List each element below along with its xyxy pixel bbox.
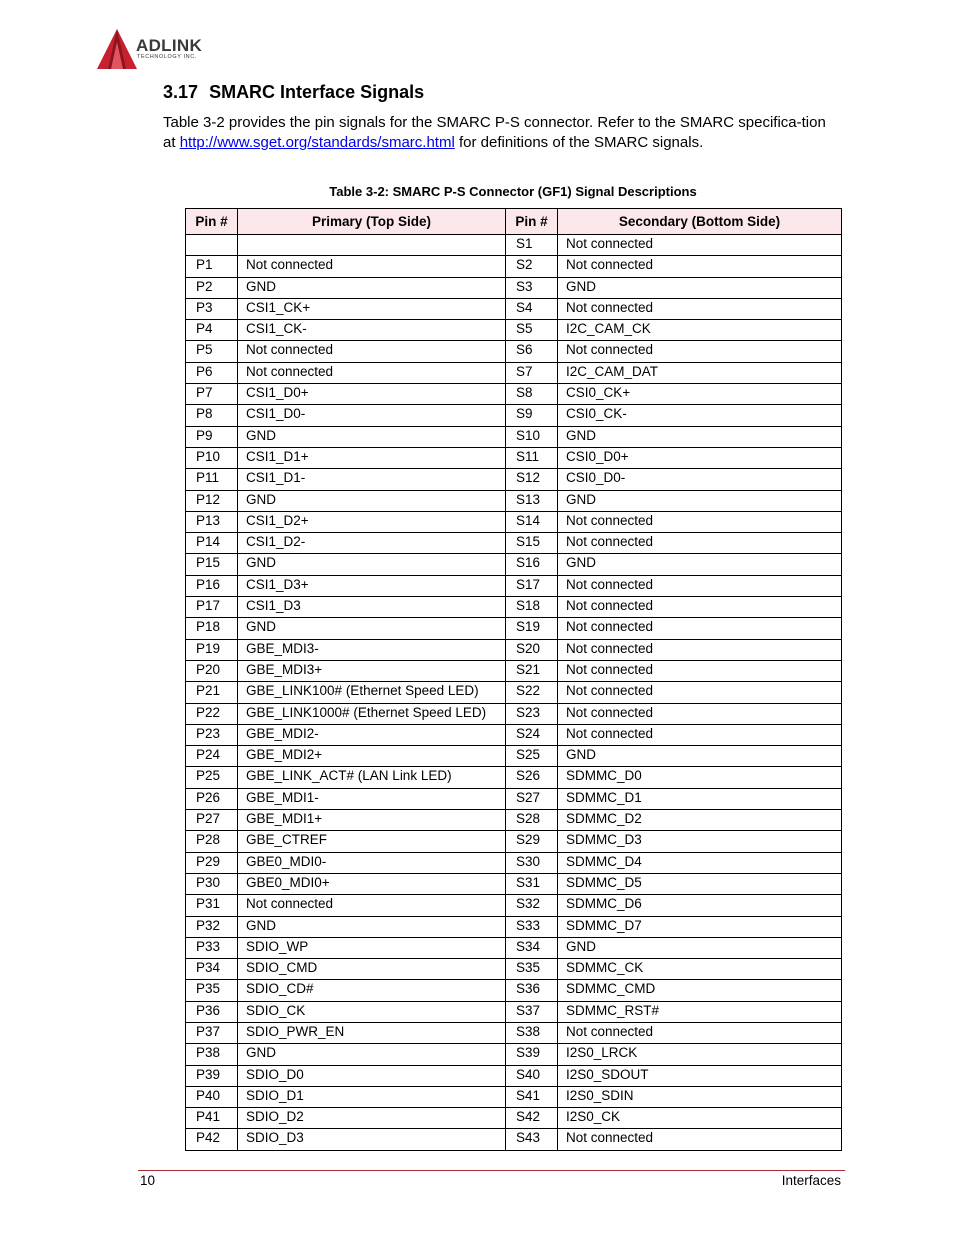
primary-signal-cell: GBE_MDI3-: [238, 639, 506, 660]
primary-signal-cell: CSI1_D3+: [238, 575, 506, 596]
secondary-pin-cell: S18: [506, 597, 558, 618]
secondary-signal-cell: SDMMC_CMD: [558, 980, 842, 1001]
secondary-pin-cell: S7: [506, 362, 558, 383]
secondary-signal-cell: Not connected: [558, 1129, 842, 1150]
primary-pin-cell: P1: [186, 256, 238, 277]
secondary-pin-cell: S30: [506, 852, 558, 873]
table-row: [186, 895, 842, 916]
table-row: [186, 724, 842, 745]
primary-signal-cell: SDIO_CMD: [238, 959, 506, 980]
table-row: [186, 362, 842, 383]
secondary-signal-cell: Not connected: [558, 298, 842, 319]
primary-pin-cell: P4: [186, 320, 238, 341]
primary-pin-cell: P27: [186, 810, 238, 831]
secondary-pin-cell: S17: [506, 575, 558, 596]
secondary-signal-cell: SDMMC_CK: [558, 959, 842, 980]
table-row: [186, 341, 842, 362]
primary-pin-cell: P13: [186, 511, 238, 532]
primary-signal-cell: SDIO_D3: [238, 1129, 506, 1150]
primary-pin-cell: P25: [186, 767, 238, 788]
secondary-pin-cell: S3: [506, 277, 558, 298]
table-row: [186, 447, 842, 468]
primary-signal-cell: GBE_LINK1000# (Ethernet Speed LED): [238, 703, 506, 724]
secondary-signal-cell: Not connected: [558, 511, 842, 532]
logo-name: ADLINK: [136, 36, 203, 55]
secondary-pin-cell: S40: [506, 1065, 558, 1086]
secondary-signal-cell: GND: [558, 746, 842, 767]
secondary-signal-cell: Not connected: [558, 597, 842, 618]
primary-pin-cell: P38: [186, 1044, 238, 1065]
secondary-pin-cell: S13: [506, 490, 558, 511]
adlink-logo: [96, 28, 236, 72]
secondary-signal-cell: SDMMC_D5: [558, 873, 842, 894]
primary-pin-cell: P17: [186, 597, 238, 618]
primary-signal-cell: GND: [238, 277, 506, 298]
primary-signal-cell: GBE_MDI3+: [238, 660, 506, 681]
secondary-signal-cell: Not connected: [558, 1022, 842, 1043]
table-row: [186, 490, 842, 511]
primary-signal-cell: CSI1_D0+: [238, 384, 506, 405]
table-row: [186, 1001, 842, 1022]
primary-signal-cell: GBE0_MDI0+: [238, 873, 506, 894]
secondary-pin-cell: S29: [506, 831, 558, 852]
table-row: [186, 746, 842, 767]
primary-signal-cell: SDIO_WP: [238, 937, 506, 958]
secondary-pin-cell: S39: [506, 1044, 558, 1065]
table-row: [186, 597, 842, 618]
primary-signal-cell: GBE_MDI1-: [238, 788, 506, 809]
primary-pin-cell: P34: [186, 959, 238, 980]
primary-pin-cell: P16: [186, 575, 238, 596]
primary-signal-cell: GBE_MDI2-: [238, 724, 506, 745]
secondary-signal-cell: CSI0_D0-: [558, 469, 842, 490]
table-row: [186, 810, 842, 831]
primary-signal-cell: GND: [238, 618, 506, 639]
secondary-signal-cell: I2S0_SDOUT: [558, 1065, 842, 1086]
table-row: [186, 320, 842, 341]
secondary-signal-cell: I2S0_CK: [558, 1108, 842, 1129]
primary-pin-cell: P7: [186, 384, 238, 405]
secondary-pin-cell: S28: [506, 810, 558, 831]
secondary-signal-cell: Not connected: [558, 618, 842, 639]
table-row: [186, 916, 842, 937]
secondary-signal-cell: SDMMC_D7: [558, 916, 842, 937]
primary-pin-cell: P40: [186, 1086, 238, 1107]
adlink-triangle-icon: [96, 28, 138, 70]
primary-signal-cell: [238, 235, 506, 256]
primary-pin-cell: P28: [186, 831, 238, 852]
primary-pin-cell: P37: [186, 1022, 238, 1043]
secondary-signal-cell: Not connected: [558, 575, 842, 596]
table-row: [186, 554, 842, 575]
secondary-pin-cell: S22: [506, 682, 558, 703]
primary-signal-cell: SDIO_CK: [238, 1001, 506, 1022]
table-row: [186, 660, 842, 681]
secondary-signal-cell: Not connected: [558, 682, 842, 703]
table-caption: Table 3-2: SMARC P-S Connector (GF1) Signal Descriptions: [329, 184, 697, 199]
table-row: [186, 533, 842, 554]
intro-text-after: for definitions of the SMARC signals.: [454, 134, 704, 151]
primary-pin-cell: P14: [186, 533, 238, 554]
primary-signal-cell: CSI1_D2+: [238, 511, 506, 532]
table-row: [186, 256, 842, 277]
table-row: [186, 1065, 842, 1086]
primary-pin-cell: P23: [186, 724, 238, 745]
primary-signal-cell: CSI1_CK-: [238, 320, 506, 341]
primary-signal-cell: CSI1_D3: [238, 597, 506, 618]
table-row: [186, 469, 842, 490]
primary-pin-cell: P33: [186, 937, 238, 958]
secondary-pin-cell: S15: [506, 533, 558, 554]
secondary-pin-cell: S27: [506, 788, 558, 809]
table-row: [186, 937, 842, 958]
secondary-pin-cell: S23: [506, 703, 558, 724]
secondary-signal-cell: GND: [558, 554, 842, 575]
secondary-pin-cell: S25: [506, 746, 558, 767]
table-row: [186, 1129, 842, 1150]
primary-pin-cell: P8: [186, 405, 238, 426]
section-heading: [163, 82, 424, 103]
secondary-signal-cell: I2C_CAM_CK: [558, 320, 842, 341]
primary-signal-cell: CSI1_D1+: [238, 447, 506, 468]
primary-signal-cell: Not connected: [238, 341, 506, 362]
primary-pin-cell: [186, 235, 238, 256]
primary-signal-cell: SDIO_PWR_EN: [238, 1022, 506, 1043]
secondary-pin-cell: S35: [506, 959, 558, 980]
primary-pin-cell: P30: [186, 873, 238, 894]
secondary-signal-cell: I2S0_LRCK: [558, 1044, 842, 1065]
primary-pin-cell: P2: [186, 277, 238, 298]
secondary-signal-cell: SDMMC_D6: [558, 895, 842, 916]
table-row: [186, 831, 842, 852]
secondary-pin-cell: S32: [506, 895, 558, 916]
primary-pin-cell: P29: [186, 852, 238, 873]
secondary-signal-cell: GND: [558, 937, 842, 958]
table-row: [186, 1022, 842, 1043]
secondary-signal-cell: Not connected: [558, 660, 842, 681]
primary-signal-cell: GBE_MDI1+: [238, 810, 506, 831]
primary-pin-cell: P6: [186, 362, 238, 383]
primary-signal-cell: Not connected: [238, 362, 506, 383]
table-row: [186, 788, 842, 809]
secondary-pin-cell: S36: [506, 980, 558, 1001]
primary-signal-cell: GND: [238, 916, 506, 937]
secondary-signal-cell: Not connected: [558, 341, 842, 362]
primary-signal-cell: GBE_LINK100# (Ethernet Speed LED): [238, 682, 506, 703]
table-row: [186, 235, 842, 256]
secondary-pin-cell: S9: [506, 405, 558, 426]
table-row: [186, 511, 842, 532]
primary-signal-cell: SDIO_D2: [238, 1108, 506, 1129]
secondary-pin-cell: S10: [506, 426, 558, 447]
table-row: [186, 980, 842, 1001]
secondary-signal-cell: SDMMC_D4: [558, 852, 842, 873]
primary-pin-cell: P31: [186, 895, 238, 916]
secondary-signal-cell: CSI0_CK-: [558, 405, 842, 426]
primary-pin-cell: P20: [186, 660, 238, 681]
secondary-pin-cell: S38: [506, 1022, 558, 1043]
secondary-pin-cell: S8: [506, 384, 558, 405]
footer-section-name: Interfaces: [781, 1173, 841, 1188]
table-row: [186, 873, 842, 894]
primary-pin-cell: P42: [186, 1129, 238, 1150]
secondary-pin-cell: S34: [506, 937, 558, 958]
table-row: [186, 298, 842, 319]
primary-pin-cell: P22: [186, 703, 238, 724]
primary-pin-cell: P32: [186, 916, 238, 937]
secondary-pin-cell: S33: [506, 916, 558, 937]
primary-pin-cell: P41: [186, 1108, 238, 1129]
table-row: [186, 1044, 842, 1065]
secondary-pin-cell: S31: [506, 873, 558, 894]
secondary-pin-cell: S42: [506, 1108, 558, 1129]
secondary-signal-cell: I2S0_SDIN: [558, 1086, 842, 1107]
primary-signal-cell: GND: [238, 426, 506, 447]
secondary-pin-cell: S1: [506, 235, 558, 256]
page-number: 10: [140, 1173, 156, 1188]
header-pin-primary: Pin #: [186, 209, 238, 235]
table-row: [186, 618, 842, 639]
primary-signal-cell: Not connected: [238, 895, 506, 916]
primary-pin-cell: P36: [186, 1001, 238, 1022]
primary-pin-cell: P12: [186, 490, 238, 511]
primary-signal-cell: SDIO_D1: [238, 1086, 506, 1107]
secondary-signal-cell: Not connected: [558, 724, 842, 745]
primary-signal-cell: SDIO_CD#: [238, 980, 506, 1001]
secondary-signal-cell: GND: [558, 490, 842, 511]
secondary-pin-cell: S19: [506, 618, 558, 639]
header-primary-top-side: Primary (Top Side): [238, 209, 506, 235]
table-row: [186, 575, 842, 596]
primary-pin-cell: P39: [186, 1065, 238, 1086]
secondary-signal-cell: GND: [558, 277, 842, 298]
primary-signal-cell: CSI1_CK+: [238, 298, 506, 319]
primary-signal-cell: CSI1_D2-: [238, 533, 506, 554]
table-row: [186, 852, 842, 873]
primary-signal-cell: GBE0_MDI0-: [238, 852, 506, 873]
secondary-signal-cell: Not connected: [558, 256, 842, 277]
intro-paragraph: [163, 113, 833, 153]
table-row: [186, 426, 842, 447]
primary-pin-cell: P24: [186, 746, 238, 767]
secondary-pin-cell: S4: [506, 298, 558, 319]
secondary-signal-cell: GND: [558, 426, 842, 447]
table-row: [186, 639, 842, 660]
table-row: [186, 959, 842, 980]
table-row: [186, 767, 842, 788]
header-secondary-bottom-side: Secondary (Bottom Side): [558, 209, 842, 235]
secondary-pin-cell: S26: [506, 767, 558, 788]
primary-signal-cell: Not connected: [238, 256, 506, 277]
secondary-pin-cell: S43: [506, 1129, 558, 1150]
pin-signal-table: [185, 208, 842, 1151]
smarc-spec-link[interactable]: http://www.sget.org/standards/smarc.html: [179, 134, 455, 151]
secondary-pin-cell: S21: [506, 660, 558, 681]
table-row: [186, 384, 842, 405]
table-row: [186, 405, 842, 426]
section-title: SMARC Interface Signals: [209, 82, 425, 102]
secondary-signal-cell: CSI0_D0+: [558, 447, 842, 468]
primary-pin-cell: P5: [186, 341, 238, 362]
table-row: [186, 703, 842, 724]
header-pin-secondary: Pin #: [506, 209, 558, 235]
intro-text-before: Table 3-2 provides the pin signals for the SMARC P-S connector. Refer to the SMARC specifica-tion at: [163, 114, 826, 151]
table-row: [186, 1086, 842, 1107]
secondary-pin-cell: S12: [506, 469, 558, 490]
primary-pin-cell: P21: [186, 682, 238, 703]
primary-pin-cell: P9: [186, 426, 238, 447]
table-row: [186, 682, 842, 703]
primary-signal-cell: CSI1_D1-: [238, 469, 506, 490]
secondary-signal-cell: Not connected: [558, 703, 842, 724]
primary-pin-cell: P15: [186, 554, 238, 575]
secondary-signal-cell: SDMMC_D0: [558, 767, 842, 788]
secondary-signal-cell: SDMMC_D3: [558, 831, 842, 852]
logo-tagline: TECHNOLOGY INC.: [137, 54, 197, 60]
primary-pin-cell: P26: [186, 788, 238, 809]
footer-rule: [138, 1170, 845, 1171]
primary-signal-cell: CSI1_D0-: [238, 405, 506, 426]
primary-pin-cell: P35: [186, 980, 238, 1001]
primary-signal-cell: GBE_MDI2+: [238, 746, 506, 767]
secondary-pin-cell: S2: [506, 256, 558, 277]
primary-signal-cell: GND: [238, 1044, 506, 1065]
secondary-pin-cell: S14: [506, 511, 558, 532]
primary-signal-cell: SDIO_D0: [238, 1065, 506, 1086]
secondary-pin-cell: S37: [506, 1001, 558, 1022]
primary-signal-cell: GND: [238, 490, 506, 511]
secondary-signal-cell: I2C_CAM_DAT: [558, 362, 842, 383]
section-number: 3.17: [163, 82, 199, 102]
secondary-signal-cell: SDMMC_D2: [558, 810, 842, 831]
secondary-signal-cell: SDMMC_RST#: [558, 1001, 842, 1022]
secondary-signal-cell: CSI0_CK+: [558, 384, 842, 405]
table-row: [186, 277, 842, 298]
table-body: [186, 235, 842, 1151]
secondary-pin-cell: S24: [506, 724, 558, 745]
table-header-row: [186, 209, 842, 235]
primary-signal-cell: GND: [238, 554, 506, 575]
primary-signal-cell: GBE_LINK_ACT# (LAN Link LED): [238, 767, 506, 788]
primary-signal-cell: GBE_CTREF: [238, 831, 506, 852]
table-row: [186, 1108, 842, 1129]
secondary-signal-cell: Not connected: [558, 533, 842, 554]
secondary-pin-cell: S6: [506, 341, 558, 362]
primary-pin-cell: P18: [186, 618, 238, 639]
primary-pin-cell: P11: [186, 469, 238, 490]
secondary-signal-cell: Not connected: [558, 235, 842, 256]
primary-pin-cell: P19: [186, 639, 238, 660]
secondary-pin-cell: S20: [506, 639, 558, 660]
secondary-pin-cell: S16: [506, 554, 558, 575]
primary-pin-cell: P3: [186, 298, 238, 319]
secondary-pin-cell: S5: [506, 320, 558, 341]
secondary-pin-cell: S41: [506, 1086, 558, 1107]
secondary-pin-cell: S11: [506, 447, 558, 468]
primary-pin-cell: P10: [186, 447, 238, 468]
secondary-signal-cell: SDMMC_D1: [558, 788, 842, 809]
secondary-signal-cell: Not connected: [558, 639, 842, 660]
